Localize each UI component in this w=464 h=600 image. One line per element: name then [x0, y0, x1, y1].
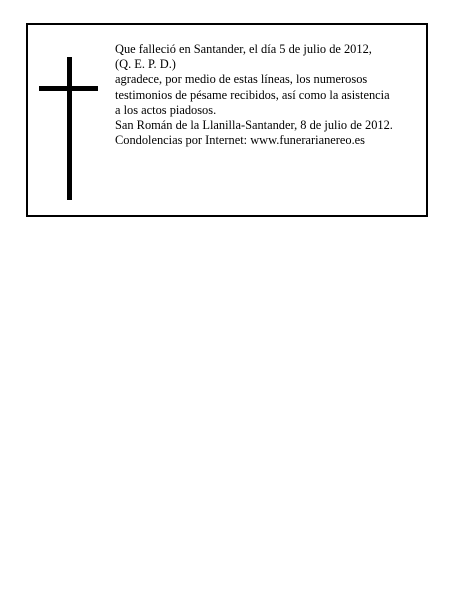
notice-line-place-date: San Román de la Llanilla-Santander, 8 de julio de 2012.	[115, 117, 393, 132]
obituary-notice-box	[26, 23, 428, 217]
notice-line-qepd: (Q. E. P. D.)	[115, 57, 176, 72]
notice-line-thanks: agradece, por medio de estas líneas, los numerosos	[115, 72, 368, 87]
cross-icon	[28, 25, 108, 215]
notice-line-internet: Condolencias por Internet: www.funerarianereo.es	[115, 133, 366, 148]
notice-text	[115, 42, 425, 148]
notice-line-condolences: testimonios de pésame recibidos, así como la asistencia	[115, 87, 390, 102]
notice-line-death-date: Que falleció en Santander, el día 5 de julio de 2012,	[115, 42, 372, 56]
cross-vertical-bar	[67, 57, 72, 200]
cross-horizontal-bar	[39, 86, 98, 91]
notice-line-services: a los actos piadosos.	[115, 102, 217, 117]
